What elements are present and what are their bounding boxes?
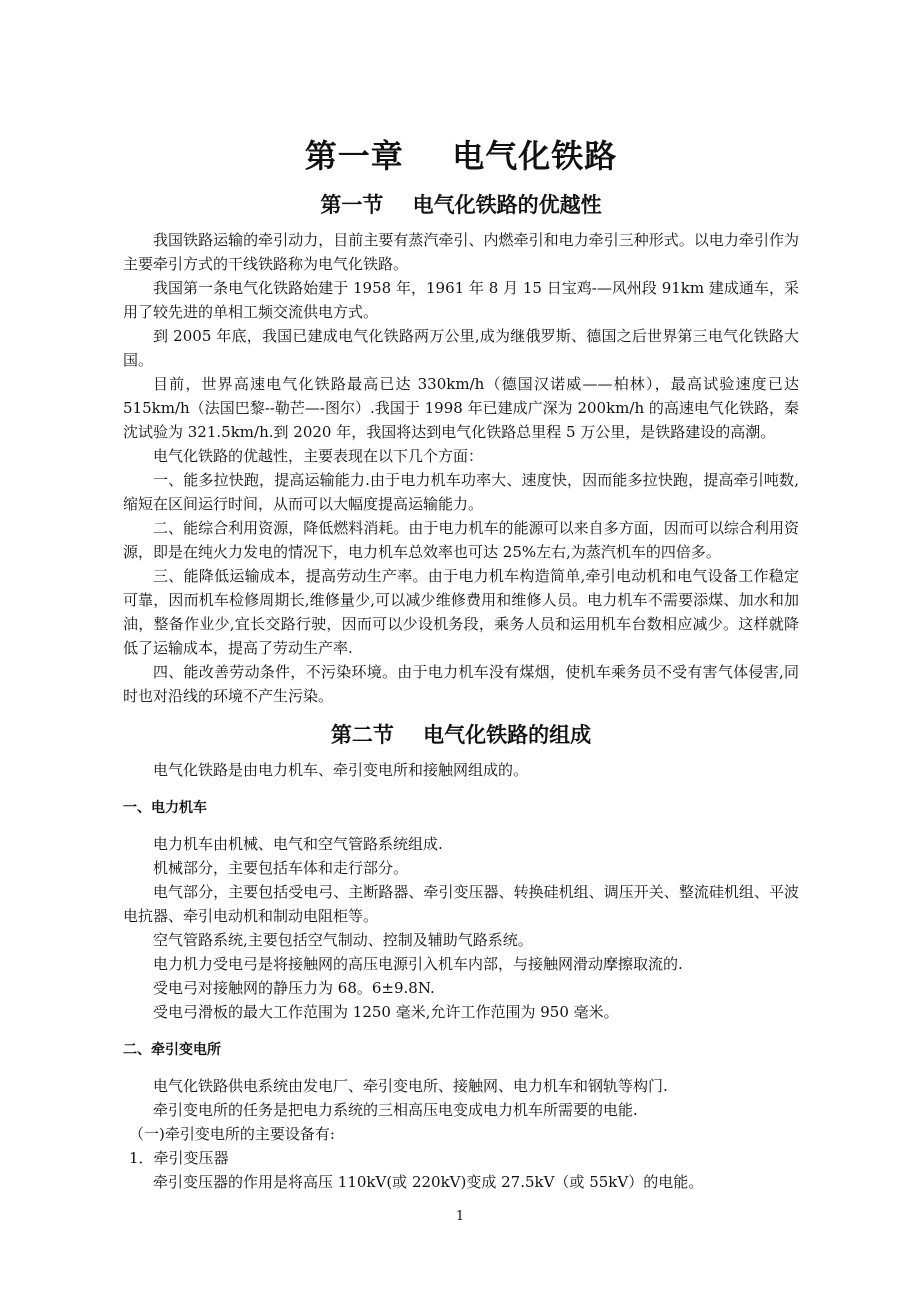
- paragraph: 电力机力受电弓是将接触网的高压电源引入机车内部，与接触网滑动摩擦取流的.: [153, 955, 683, 973]
- paragraph: 我国铁路运输的牵引动力，目前主要有蒸汽牵引、内燃牵引和电力牵引三种形式。以电力牵引作为主要牵引方式的干线铁路称为电气化铁路。: [123, 231, 799, 273]
- paragraph: 电气部分，主要包括受电弓、主断路器、牵引变压器、转换硅机组、调压开关、整流硅机组、平波电抗器、牵引电动机和制动电阻柜等。: [123, 883, 799, 925]
- page-content: [123, 130, 799, 1194]
- paragraph: 目前，世界高速电气化铁路最高已达 330km/h（德国汉诺威——柏林），最高试验速度已达 515km/h（法国巴黎--勒芒—-图尔）.我国于 1998 年已建成广深为 200km/h 的高速电气化铁路，秦沈试验为 321.5km/h.到 2020 年，我国将达到电气化铁路总里程 5 万公里，是铁路建设的高潮。: [123, 375, 799, 441]
- paragraph: 牵引变压器的作用是将高压 110kV(或 220kV)变成 27.5kV（或 55kV）的电能。: [153, 1173, 704, 1191]
- paragraph: 电气化铁路的优越性，主要表现在以下几个方面：: [153, 447, 484, 465]
- paragraph: 电气化铁路供电系统由发电厂、牵引变电所、接触网、电力机车和钢轨等构门.: [153, 1077, 668, 1095]
- paragraph: 一、能多拉快跑，提高运输能力.由于电力机车功率大、速度快，因而能多拉快跑，提高牵引吨数,缩短在区间运行时间，从而可以大幅度提高运输能力。: [123, 471, 799, 513]
- paragraph: 受电弓滑板的最大工作范围为 1250 毫米,允许工作范围为 950 毫米。: [153, 1003, 619, 1021]
- paragraph: 空气管路系统,主要包括空气制动、控制及辅助气路系统。: [153, 931, 533, 949]
- paragraph: 四、能改善劳动条件，不污染环境。由于电力机车没有煤烟，使机车乘务员不受有害气体侵害,同时也对沿线的环境不产生污染。: [123, 663, 799, 705]
- paragraph: 三、能降低运输成本，提高劳动生产率。由于电力机车构造简单,牵引电动机和电气设备工作稳定可靠，因而机车检修周期长,维修量少,可以减少维修费用和维修人员。电力机车不需要添煤、加水和加油，整备作业少,宜长交路行驶，因而可以少设机务段，乘务人员和运用机车台数相应减少。这样就降低了运输成本，提高了劳动生产率.: [123, 567, 799, 657]
- paragraph: 电力机车由机械、电气和空气管路系统组成.: [153, 835, 443, 853]
- paragraph: 受电弓对接触网的静压力为 68。6±9.8N.: [153, 979, 435, 997]
- page-number: 1: [455, 1209, 465, 1224]
- paragraph: 机械部分，主要包括车体和走行部分。: [153, 859, 409, 877]
- section-title-2: 第二节 电气化铁路的组成: [330, 722, 592, 747]
- sub-heading-electric-locomotive: 一、电力机车: [123, 800, 207, 816]
- paragraph: 牵引变电所的任务是把电力系统的三相高压电变成电力机车所需要的电能.: [153, 1101, 638, 1119]
- paragraph: 1．牵引变压器: [129, 1149, 229, 1167]
- sub-heading-traction-substation: 二、牵引变电所: [123, 1042, 221, 1058]
- paragraph: 电气化铁路是由电力机车、牵引变电所和接触网组成的。: [153, 761, 529, 779]
- section-title-1: 第一节 电气化铁路的优越性: [320, 192, 602, 217]
- paragraph: 到 2005 年底，我国已建成电气化铁路两万公里,成为继俄罗斯、德国之后世界第三电气化铁路大国。: [123, 327, 799, 369]
- chapter-title: 第一章 电气化铁路: [304, 137, 618, 175]
- paragraph: （一)牵引变电所的主要设备有:: [129, 1125, 335, 1143]
- paragraph: 二、能综合利用资源，降低燃料消耗。由于电力机车的能源可以来自多方面，因而可以综合利用资源，即是在纯火力发电的情况下，电力机车总效率也可达 25%左右,为蒸汽机车的四倍多。: [123, 519, 799, 561]
- paragraph: 我国第一条电气化铁路始建于 1958 年，1961 年 8 月 15 日宝鸡-—风州段 91km 建成通车，采用了较先进的单相工频交流供电方式。: [123, 279, 799, 321]
